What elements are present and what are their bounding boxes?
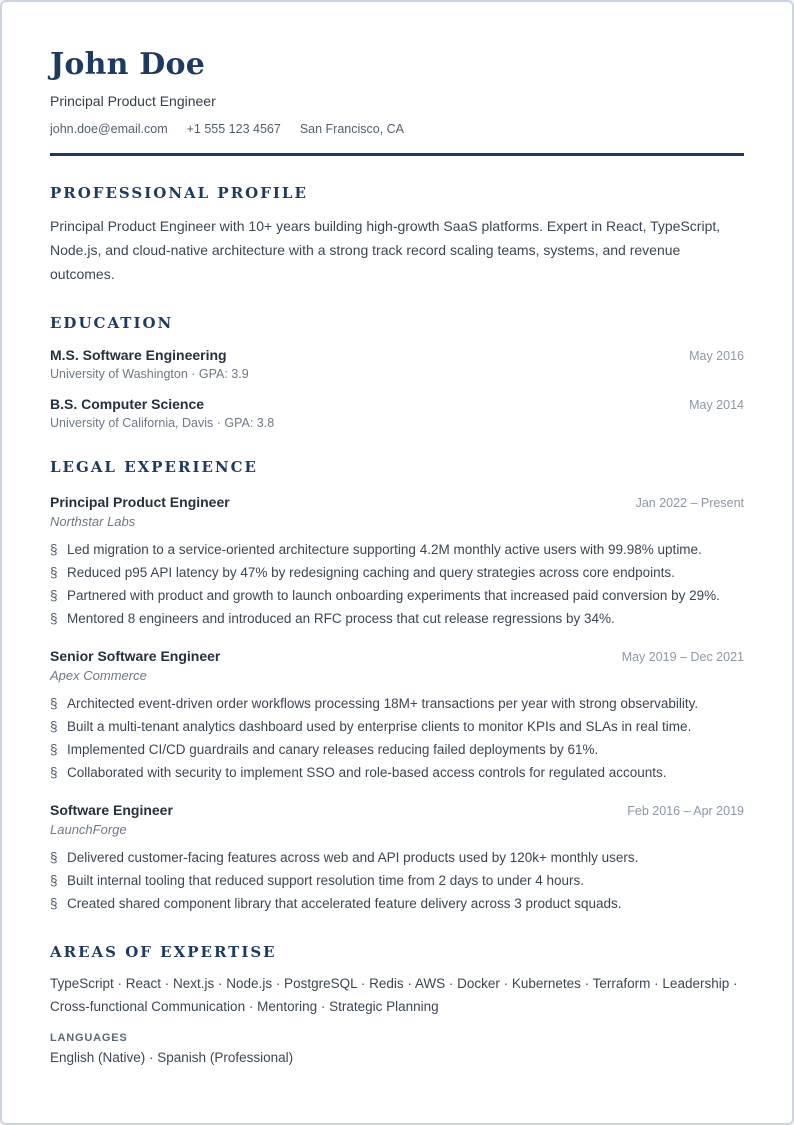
- job-entry: [50, 802, 744, 915]
- bullet-text: Mentored 8 engineers and introduced an RFC process that cut release regressions by 34%.: [67, 611, 615, 626]
- contact-phone: +1 555 123 4567: [186, 122, 281, 136]
- section-expertise: [50, 943, 744, 1065]
- job-entry: [50, 648, 744, 784]
- bullet-item: [50, 607, 744, 630]
- job-entry-head: [50, 494, 744, 510]
- bullet-item: [50, 892, 744, 915]
- job-company: Northstar Labs: [50, 514, 136, 529]
- bullet-text: Implemented CI/CD guardrails and canary releases reducing failed deployments by 61%.: [67, 742, 599, 757]
- degree-title: B.S. Computer Science: [50, 396, 205, 412]
- education-entry-head: [50, 396, 744, 412]
- bullet-text: Led migration to a service-oriented architecture supporting 4.2M monthly active users with 99.98% uptime.: [67, 542, 702, 557]
- job-bullets: [50, 692, 744, 784]
- section-mark-bullet: §: [50, 611, 58, 626]
- job-title: Software Engineer: [50, 802, 173, 818]
- job-date: Jan 2022 – Present: [635, 496, 744, 510]
- bullet-text: Delivered customer-facing features across web and API products used by 120k+ monthly users.: [67, 850, 639, 865]
- job-company: LaunchForge: [50, 822, 127, 837]
- job-bullets: [50, 538, 744, 630]
- bullet-text: Built internal tooling that reduced support resolution time from 2 days to under 4 hours.: [67, 873, 585, 888]
- bullet-text: Architected event-driven order workflows processing 18M+ transactions per year with strong observability.: [67, 696, 699, 711]
- profile-section-heading: PROFESSIONAL PROFILE: [50, 184, 308, 202]
- section-mark-bullet: §: [50, 742, 58, 757]
- job-title: Principal Product Engineer: [50, 494, 230, 510]
- bullet-item: [50, 715, 744, 738]
- job-bullets: [50, 846, 744, 915]
- bullet-item: [50, 692, 744, 715]
- bullet-item: [50, 561, 744, 584]
- bullet-text: Collaborated with security to implement SSO and role-based access controls for regulated accounts.: [67, 765, 667, 780]
- bullet-text: Partnered with product and growth to launch onboarding experiments that increased paid conversion by 29%.: [67, 588, 720, 603]
- experience-section-heading: LEGAL EXPERIENCE: [50, 458, 258, 476]
- section-mark-bullet: §: [50, 765, 58, 780]
- job-entry: [50, 494, 744, 630]
- degree-detail: University of California, Davis · GPA: 3.8: [50, 416, 275, 430]
- degree-detail: University of Washington · GPA: 3.9: [50, 367, 249, 381]
- contact-location: San Francisco, CA: [299, 122, 405, 136]
- degree-date: May 2016: [689, 349, 744, 363]
- languages-label: LANGUAGES: [50, 1032, 128, 1044]
- section-education: [50, 314, 744, 430]
- bullet-item: [50, 538, 744, 561]
- education-section-heading: EDUCATION: [50, 314, 174, 332]
- degree-date: May 2014: [689, 398, 744, 412]
- job-entry-head: [50, 802, 744, 818]
- bullet-item: [50, 738, 744, 761]
- section-mark-bullet: §: [50, 896, 58, 911]
- section-mark-bullet: §: [50, 850, 58, 865]
- job-title: Senior Software Engineer: [50, 648, 221, 664]
- section-mark-bullet: §: [50, 542, 58, 557]
- section-professional-profile: [50, 184, 744, 286]
- header-divider: [50, 153, 744, 156]
- section-mark-bullet: §: [50, 696, 58, 711]
- education-entry: [50, 396, 744, 430]
- degree-title: M.S. Software Engineering: [50, 347, 227, 363]
- job-date: May 2019 – Dec 2021: [621, 650, 744, 664]
- section-experience: [50, 458, 744, 915]
- bullet-item: [50, 846, 744, 869]
- skills-list: TypeScript · React · Next.js · Node.js · PostgreSQL · Redis · AWS · Docker · Kubernetes · Terraform · Leadership · Cross-functional Communication · Mentoring · Strategic Planning: [50, 976, 738, 1014]
- job-company: Apex Commerce: [50, 668, 147, 683]
- resume-header: [50, 48, 744, 156]
- section-mark-bullet: §: [50, 588, 58, 603]
- contact-email: john.doe@email.com: [50, 122, 168, 136]
- expertise-section-heading: AREAS OF EXPERTISE: [50, 943, 277, 961]
- bullet-text: Reduced p95 API latency by 47% by redesigning caching and query strategies across core endpoints.: [67, 565, 675, 580]
- bullet-item: [50, 869, 744, 892]
- job-entry-head: [50, 648, 744, 664]
- section-mark-bullet: §: [50, 873, 58, 888]
- bullet-item: [50, 761, 744, 784]
- bullet-item: [50, 584, 744, 607]
- languages-list: English (Native) · Spanish (Professional): [50, 1050, 294, 1065]
- job-date: Feb 2016 – Apr 2019: [627, 804, 744, 818]
- candidate-name: John Doe: [50, 47, 205, 82]
- bullet-text: Created shared component library that accelerated feature delivery across 3 product squads.: [67, 896, 622, 911]
- section-mark-bullet: §: [50, 565, 58, 580]
- education-entry: [50, 347, 744, 381]
- bullet-text: Built a multi-tenant analytics dashboard used by enterprise clients to monitor KPIs and SLAs in real time.: [67, 719, 692, 734]
- education-entry-head: [50, 347, 744, 363]
- section-mark-bullet: §: [50, 719, 58, 734]
- profile-summary: Principal Product Engineer with 10+ years building high-growth SaaS platforms. Expert in React, TypeScript, Node.js, and cloud-native architecture with a strong track record scaling teams, systems, and revenue outcomes.: [50, 218, 721, 282]
- contact-row: [50, 122, 744, 136]
- candidate-title: Principal Product Engineer: [50, 93, 216, 109]
